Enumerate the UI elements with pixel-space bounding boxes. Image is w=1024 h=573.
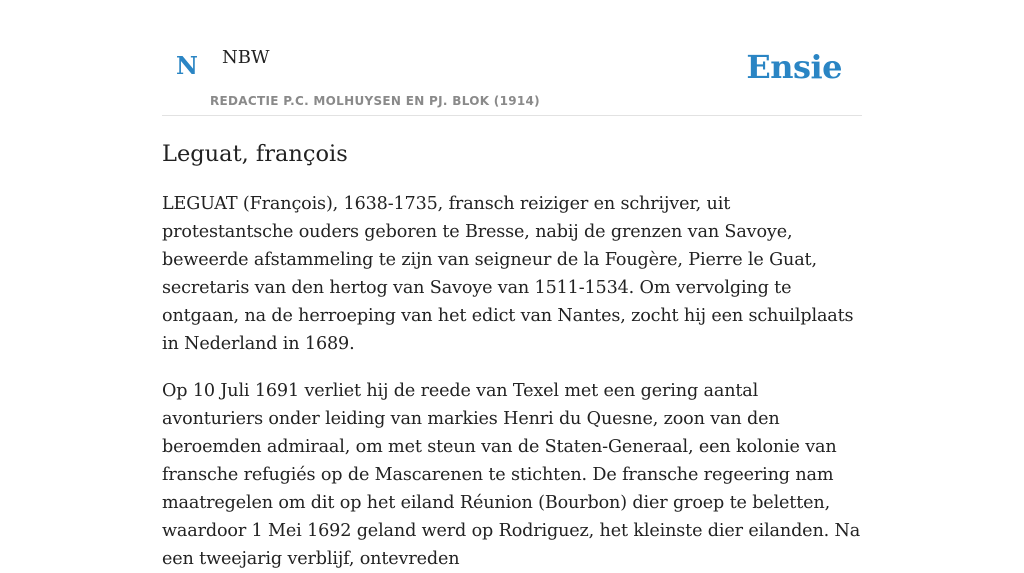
article-paragraph-1: LEGUAT (François), 1638-1735, fransch reiziger en schrijver, uit protestantsche ouders geboren te Bresse, nabij de grenzen van Savoye, beweerde afstammeling te zijn van seigneur de la Fougère, Pierre le Guat, secretaris van den hertog van Savoye van 1511-1534. Om vervolging te ontgaan, na de herroeping van het edict van Nantes, zocht hij een schuilplaats in Nederland in 1689. — [162, 194, 854, 354]
source-logo[interactable]: N — [176, 51, 198, 80]
article — [162, 138, 862, 573]
article-title: Leguat, françois — [162, 141, 348, 167]
brand-logo-link[interactable]: Ensie — [746, 48, 842, 86]
source-name-link[interactable]: NBW — [222, 47, 270, 68]
article-paragraph-2: Op 10 Juli 1691 verliet hij de reede van Texel met een gering aantal avonturiers onder leiding van markies Henri du Quesne, zoon van den beroemden admiraal, om met steun van de Staten-Generaal, een kolonie van fransche refugiés op de Mascarenen te stichten. De fransche regeering nam maatregelen om dit op het eiland Réunion (Bourbon) dier groep te beletten, waardoor 1 Mei 1692 geland werd op Rodriguez, het kleinste dier eilanden. Na een tweejarig verblijf, ontevreden — [162, 381, 861, 569]
source-credit: REDACTIE P.C. MOLHUYSEN EN PJ. BLOK (1914) — [210, 94, 540, 108]
site-header — [162, 0, 862, 116]
